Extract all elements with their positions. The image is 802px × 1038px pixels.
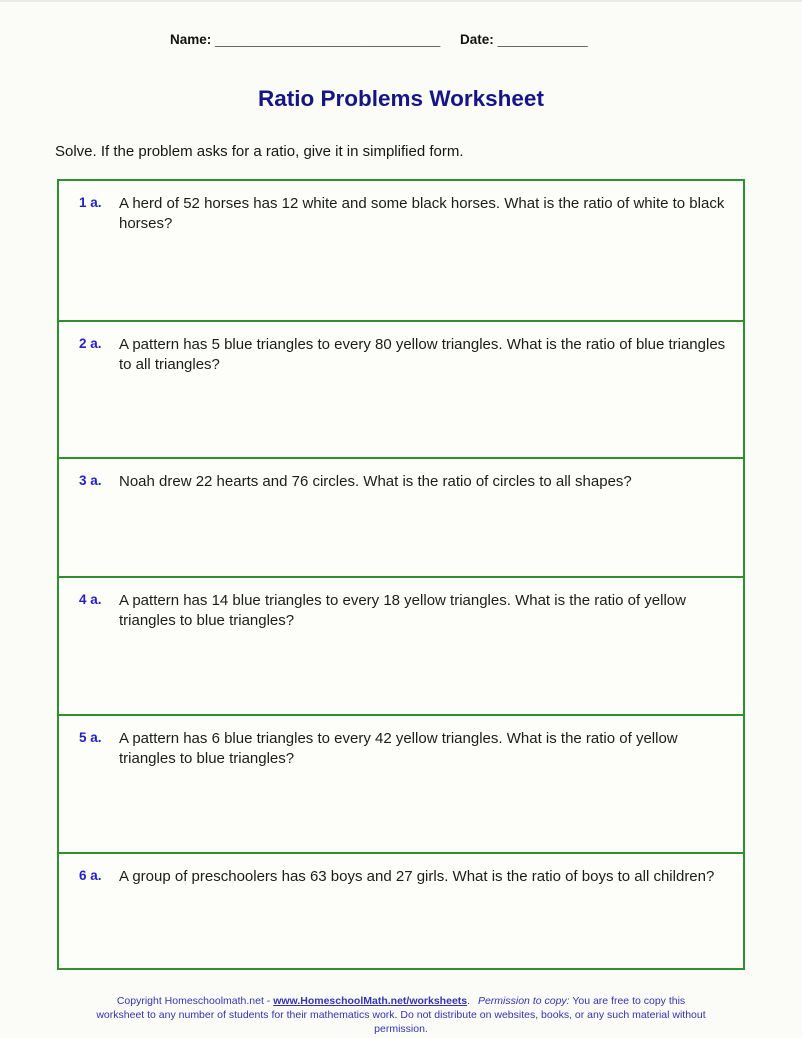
problem-number: 2 a. — [79, 336, 102, 351]
problem-row-6 — [59, 852, 743, 968]
problem-text: A pattern has 5 blue triangles to every 80 yellow triangles. What is the ratio of blue triangles to all triangles? — [119, 336, 726, 373]
name-fill-line: ______________________________ — [215, 32, 441, 47]
problem-row-2 — [59, 320, 743, 457]
footer-copyright-prefix: Copyright Homeschoolmath.net - — [116, 995, 274, 1007]
problem-text: A pattern has 14 blue triangles to every 18 yellow triangles. What is the ratio of yellow triangles to blue triangles? — [119, 592, 686, 629]
problem-text: A pattern has 6 blue triangles to every 42 yellow triangles. What is the ratio of yellow triangles to blue triangles? — [119, 730, 678, 767]
footer-text — [95, 994, 707, 1036]
problem-text: Noah drew 22 hearts and 76 circles. What is the ratio of circles to all shapes? — [119, 473, 632, 490]
footer-worksheets-link[interactable]: www.HomeschoolMath.net/worksheets — [273, 995, 468, 1007]
footer-permission-text: You are free to copy this worksheet to any number of students for their mathematics work. Do not distribute on websites, books, or any such material without permission. — [96, 995, 706, 1035]
name-date-row — [170, 32, 588, 47]
date-fill-line: ____________ — [497, 32, 588, 47]
problem-number: 5 a. — [79, 730, 102, 745]
problem-row-5 — [59, 714, 743, 852]
name-label: Name: — [170, 32, 212, 47]
problems-table — [57, 179, 745, 970]
problem-row-4 — [59, 576, 743, 714]
problem-row-3 — [59, 457, 743, 576]
problem-number: 6 a. — [79, 868, 102, 883]
instructions-text: Solve. If the problem asks for a ratio, give it in simplified form. — [55, 143, 464, 160]
footer — [0, 994, 802, 1036]
footer-permission-label: Permission to copy: — [477, 995, 570, 1007]
page-title: Ratio Problems Worksheet — [258, 86, 544, 111]
footer-period: . — [467, 995, 471, 1007]
problem-number: 1 a. — [79, 195, 102, 210]
problem-row-1 — [59, 181, 743, 320]
problem-text: A group of preschoolers has 63 boys and 27 girls. What is the ratio of boys to all children? — [119, 868, 715, 885]
problem-number: 4 a. — [79, 592, 102, 607]
date-label: Date: — [460, 32, 494, 47]
problem-number: 3 a. — [79, 473, 102, 488]
problem-text: A herd of 52 horses has 12 white and some black horses. What is the ratio of white to black horses? — [119, 195, 725, 232]
